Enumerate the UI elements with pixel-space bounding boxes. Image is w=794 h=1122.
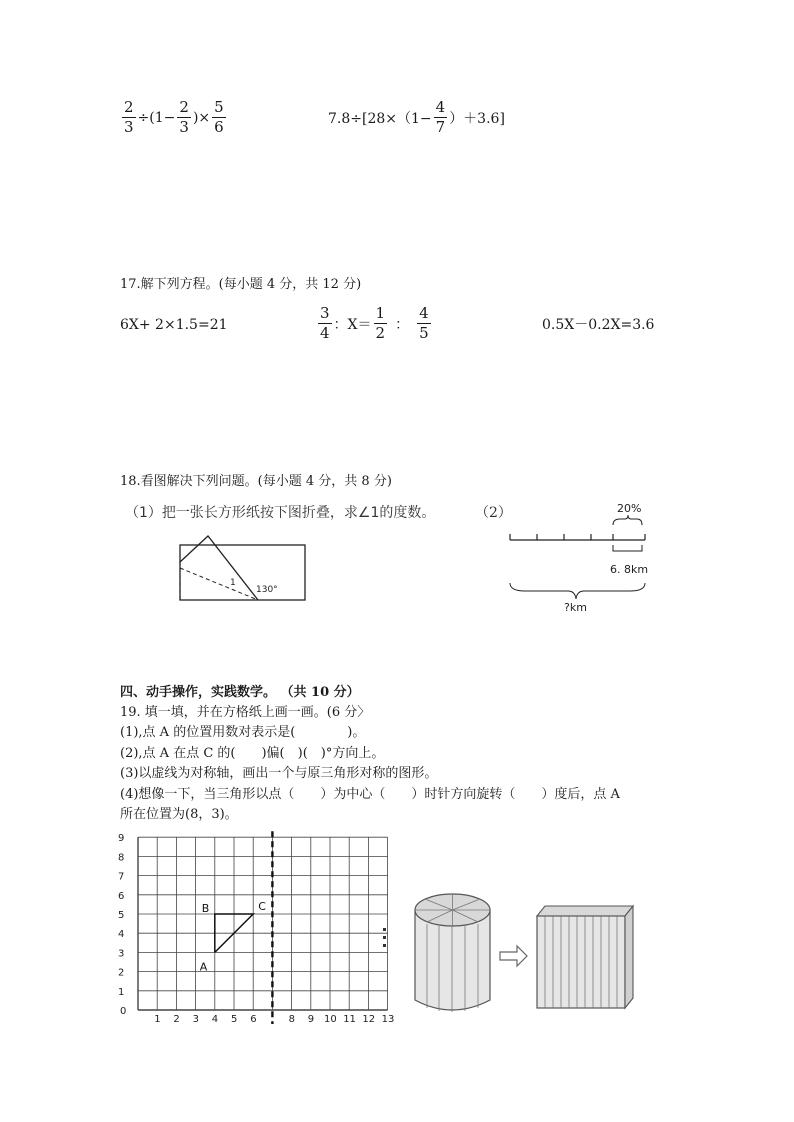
grid-y-tick-label: 8 — [118, 852, 125, 864]
fraction: $\frac{4}{5}$ — [419, 304, 429, 342]
section-4-title: 四、动手操作，实践数学。 （共 10 分） — [120, 685, 360, 700]
grid-y-tick-label: 2 — [118, 967, 125, 979]
equation-1: 6X+ 2×1.5=21 — [120, 317, 228, 333]
question-17-title: 17.解下列方程。(每小题 4 分，共 12 分) — [120, 277, 362, 292]
grid-x-tick-label: 5 — [231, 1014, 238, 1025]
fraction: $\frac{5}{6}$ — [214, 98, 224, 136]
fraction: $\frac{1}{2}$ — [375, 304, 386, 342]
cylinder-to-cuboid-figure — [405, 880, 645, 1030]
paper-rectangle — [180, 545, 305, 600]
grid-y-tick-label: 7 — [118, 871, 125, 883]
cuboid-rearranged — [537, 906, 633, 1008]
grid-x-tick-labels — [154, 1014, 394, 1025]
fraction: $\frac{2}{3}$ — [179, 98, 189, 136]
distance-label: 6. 8km — [610, 563, 649, 576]
grid-y-tick-label: 3 — [118, 948, 125, 960]
segment-ticks — [510, 534, 645, 540]
segment-diagram — [500, 495, 660, 615]
grid-y-tick-label: 6 — [118, 890, 125, 902]
question-19-item-1: (1),点 A 的位置用数对表示是( )。 — [120, 725, 366, 740]
point-a-label: A — [199, 960, 208, 974]
grid-lines — [138, 837, 388, 1010]
grid-y-tick-label: 4 — [118, 929, 125, 941]
grid-x-tick-label: 3 — [192, 1014, 199, 1025]
question-18-part1-text: （1）把一张长方形纸按下图折叠，求∠1的度数。 — [125, 505, 436, 521]
question-19-item-4-line2: 所在位置为(8，3)。 — [120, 807, 238, 822]
ellipsis-dots — [383, 928, 386, 950]
percent-brace — [613, 515, 642, 525]
question-19-item-4-line1: (4)想像一下，当三角形以点（ ）为中心（ ）时针方向旋转（ ）度后，点 A — [120, 787, 620, 802]
coordinate-grid — [112, 833, 395, 1025]
question-19-title: 19. 填一填，并在方格纸上画一画。(6 分〉 — [120, 705, 371, 720]
grid-y-tick-label: 9 — [118, 833, 125, 845]
point-b-label: B — [201, 902, 210, 915]
grid-x-tick-label: 9 — [307, 1014, 315, 1025]
grid-y-tick-labels — [118, 833, 124, 998]
equation-3: 0.5X－0.2X=3.6 — [542, 317, 655, 333]
point-c-label: C — [258, 900, 266, 913]
fraction: $\frac{3}{4}$ — [320, 304, 330, 342]
percent-label: 20% — [617, 502, 642, 515]
grid-x-tick-label: 8 — [288, 1014, 295, 1025]
expression-16a: $\frac{2}{3}$ ÷(1− $\frac{2}{3}$ )× $\frac{5}{6}$ — [124, 98, 224, 136]
grid-y-tick-label: 5 — [118, 910, 125, 921]
equation-2: $\frac{3}{4}$ ：X＝ $\frac{1}{2}$ ： $\frac{4}{5}$ — [320, 304, 429, 342]
fraction: $\frac{2}{3}$ — [124, 98, 134, 136]
grid-x-tick-label: 1 — [154, 1014, 161, 1025]
question-19-item-2: (2),点 A 在点 C 的( )偏( )( )°方向上。 — [120, 746, 385, 761]
grid-x-tick-label: 4 — [211, 1014, 219, 1025]
folded-paper-figure — [170, 530, 310, 610]
distance-bracket — [613, 545, 642, 551]
grid-x-tick-label: 11 — [343, 1014, 356, 1025]
grid-x-tick-label: 12 — [362, 1014, 376, 1025]
angle-130-label: 130° — [256, 585, 278, 595]
total-label: ?km — [564, 601, 587, 614]
total-brace — [510, 583, 645, 599]
grid-y-tick-label: 1 — [118, 986, 125, 998]
angle-1-label: 1 — [230, 578, 236, 588]
question-18-part2-label: （2） — [475, 505, 512, 521]
grid-x-tick-label: 10 — [324, 1014, 337, 1025]
grid-x-tick-label: 6 — [250, 1014, 257, 1025]
expression-16b: 7.8÷[28×（1− $\frac{4}{7}$ ）＋3.6] — [328, 98, 505, 136]
question-19-item-3: (3)以虚线为对称轴，画出一个与原三角形对称的图形。 — [120, 766, 438, 781]
fraction: $\frac{4}{7}$ — [435, 98, 446, 136]
cylinder-sliced — [415, 894, 490, 1012]
question-18-title: 18.看图解决下列问题。(每小题 4 分，共 8 分) — [120, 474, 392, 489]
arrow-right-icon — [500, 946, 527, 966]
origin-label: 0 — [120, 1006, 127, 1017]
grid-x-tick-label: 13 — [381, 1014, 395, 1025]
grid-x-tick-label: 2 — [173, 1014, 180, 1025]
